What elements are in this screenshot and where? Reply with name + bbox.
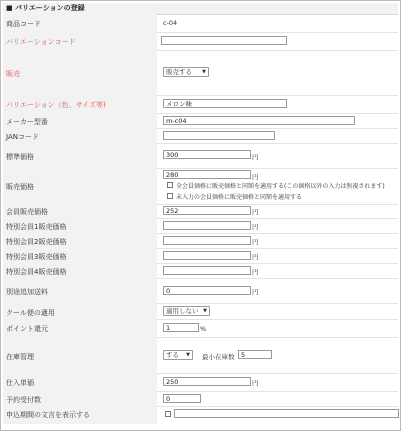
row-sale-price — [3, 168, 398, 205]
apply-period-checkbox[interactable] — [165, 411, 171, 417]
row-purchase-price — [3, 373, 398, 392]
row-point-return — [3, 319, 398, 338]
extra-shipping-input[interactable]: 0 — [163, 286, 251, 295]
sale-price-input[interactable]: 280 — [163, 170, 251, 179]
apply-all-member-checkbox[interactable] — [167, 182, 173, 188]
label-sale: 販売 — [6, 70, 20, 78]
label-special-price-2: 特別会員2販売価格 — [6, 238, 67, 246]
label-special-price-4: 特別会員4販売価格 — [6, 268, 67, 276]
sale-select[interactable] — [163, 67, 209, 77]
label-special-price-3: 特別会員3販売価格 — [6, 253, 67, 261]
stock-management-select-value: する — [166, 351, 179, 359]
label-product-code: 商品コード — [6, 20, 41, 28]
row-stock-management — [3, 337, 398, 374]
special-price-1-unit: 円 — [252, 223, 259, 231]
purchase-price-input[interactable]: 250 — [163, 377, 251, 386]
label-maker-model: メーカー型番 — [6, 118, 48, 126]
variation-code-input[interactable] — [161, 36, 287, 45]
label-variation-code: バリエーションコード — [6, 38, 76, 46]
label-cool-delivery: クール便の適用 — [6, 309, 55, 317]
min-stock-input[interactable]: 5 — [238, 350, 272, 359]
label-sale-price: 販売価格 — [6, 183, 34, 191]
special-price-4-unit: 円 — [252, 268, 259, 276]
point-return-unit: % — [200, 325, 207, 333]
apply-all-member-label: 全会員価格に販売価格と同額を適用する(この価格以外の入力は無視されます) — [176, 183, 385, 190]
row-member-price — [3, 204, 398, 219]
row-reservation-count — [3, 391, 398, 407]
extra-shipping-unit: 円 — [252, 288, 259, 296]
maker-model-input[interactable]: m-c04 — [163, 116, 355, 125]
row-variation-code — [3, 32, 398, 51]
special-price-4-input[interactable] — [163, 266, 251, 275]
label-purchase-price: 仕入単価 — [6, 379, 34, 387]
row-standard-price — [3, 143, 398, 169]
row-variation — [3, 95, 398, 114]
standard-price-input[interactable]: 300 — [163, 150, 251, 159]
label-stock-management: 在庫管理 — [6, 353, 34, 361]
min-stock-label: 最小在庫数 — [202, 353, 235, 361]
point-return-input[interactable]: 1 — [163, 323, 199, 332]
variation-input[interactable]: メロン味 — [163, 99, 287, 108]
label-point-return: ポイント還元 — [6, 325, 48, 333]
label-jan-code: JANコード — [6, 133, 39, 141]
row-cool-delivery — [3, 303, 398, 320]
cool-delivery-select-value: 適用しない — [166, 307, 199, 315]
special-price-3-input[interactable] — [163, 251, 251, 260]
label-member-price: 会員販売価格 — [6, 208, 48, 216]
standard-price-unit: 円 — [252, 153, 259, 161]
member-price-input[interactable]: 252 — [163, 206, 251, 215]
chevron-down-icon: ▼ — [202, 69, 206, 75]
apply-empty-member-label: 未入力の会員価格に販売価格と同額を適用する — [176, 194, 303, 201]
jan-code-input[interactable] — [163, 131, 275, 140]
row-special-price-2 — [3, 233, 398, 249]
label-reservation-count: 予約受付数 — [6, 396, 41, 404]
sale-price-unit: 円 — [252, 173, 259, 181]
reservation-count-input[interactable]: 0 — [163, 394, 201, 403]
label-apply-period: 申込期間の文言を表示する — [6, 411, 90, 419]
row-apply-period — [3, 406, 398, 424]
section-title: ■ バリエーションの登録 — [3, 3, 398, 15]
row-sale — [3, 50, 398, 96]
member-price-unit: 円 — [252, 208, 259, 216]
special-price-2-unit: 円 — [252, 238, 259, 246]
cool-delivery-select[interactable] — [163, 306, 210, 316]
special-price-2-input[interactable] — [163, 236, 251, 245]
special-price-3-unit: 円 — [252, 253, 259, 261]
stock-management-select[interactable] — [163, 350, 193, 360]
row-special-price-3 — [3, 248, 398, 264]
purchase-price-unit: 円 — [252, 379, 259, 387]
label-variation: バリエーション（色、サイズ等) — [6, 101, 106, 109]
row-product-code — [3, 14, 398, 33]
row-special-price-1 — [3, 218, 398, 234]
special-price-1-input[interactable] — [163, 221, 251, 230]
apply-period-input[interactable] — [174, 409, 399, 418]
row-extra-shipping — [3, 278, 398, 304]
label-extra-shipping: 別途追加送料 — [6, 288, 48, 296]
product-code-value: c-04 — [163, 19, 178, 27]
row-special-price-4 — [3, 263, 398, 279]
row-maker-model — [3, 113, 398, 129]
label-special-price-1: 特別会員1販売価格 — [6, 223, 67, 231]
sale-select-value: 販売する — [166, 68, 192, 76]
label-standard-price: 標準価格 — [6, 153, 34, 161]
row-jan-code — [3, 128, 398, 144]
chevron-down-icon: ▼ — [186, 352, 190, 358]
chevron-down-icon: ▼ — [203, 308, 207, 314]
apply-empty-member-checkbox[interactable] — [167, 193, 173, 199]
